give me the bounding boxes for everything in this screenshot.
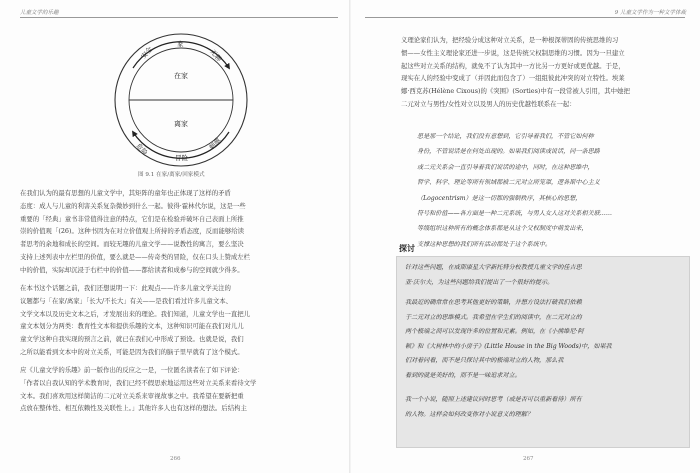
left-running-head: 儿童文学的乐趣 (20, 10, 59, 16)
left-page (0, 0, 349, 473)
diagram-lower-label: 离家 (174, 120, 188, 128)
ring-label-1: 安全 (139, 45, 155, 61)
right-running-head: 9 儿童文学作为一种文学体裁 (614, 10, 686, 16)
right-paragraph-1: 义理论家们认为，把经验分成这种对立关系，是一种根深蒂固的传统思维的习 惯——女性主义理论家还进一步说，这是传统父权制思维的习惯。因为一旦建立 起这些对立关系的结构，就免不了认为其中一方比另一方更好或更优越。于是， 现实在人的经验中变成了（并因此而包含了）一组组彼此冲突的对立特性。埃莱 娜·西克苏(Hélène Cixous)的《突围》(Sorties)中有一段常被人引用，其中她把 二元对立与男性/女性对立以及男人的历史优越性联系在一起： (401, 36, 630, 108)
right-page (351, 0, 700, 473)
discussion-paragraph-1: 针对这些问题，在威斯康星大学新托特分校教授儿童文学的佳吉思 亚·沃尔夫，为这些问题给我们提出了一个很好的提示。 (405, 264, 582, 286)
discussion-paragraph-2: 我最近的确常常在思考其他更好的策略，并想方设法打破我们依赖 于二元对立的思维模式。我希望在学生们的阅读中，在二元对立的 两个极端之间可以发现许多的位置和元素。例如，在《小熊维尼·阿 顿》和《大树林中的小房子》(Little House in the Big Woods)中，如果我 们对着同看，而不是只探讨其中的极端对立的人物，那么我 看到的就是美好的，而不是一味追求对立。 (405, 299, 612, 379)
left-paragraph-1: 在我们认为的最有思想的儿童文学中，其矩阵的童年也正体现了这样的矛盾 态度：成人与儿童的利害关系复杂微妙到什么一起。彼得·霍林代尔说，这是一些 重要的「经典」童书非常值得注意的特点，它们是在检验并破坏自己表面上所推 崇的价值观「(26)。这种书因为在对立价值观上所持的矛盾态度，反而能够给读 者思考的余地和成长的空间。而较无趣的儿童文学——说教性的寓言，要么坚决 支持上述列表中左栏里的价值，要么就是——传奇类的冒险，仅在口头上赞成左栏 中的价值，实际却沉浸于右栏中的价值——都给读者和成参与的空间就少得多。 (20, 189, 251, 274)
home-away-home-diagram (100, 28, 262, 168)
right-header-rule (365, 17, 685, 18)
left-header-rule (20, 17, 338, 18)
left-page-number: 266 (170, 456, 181, 462)
diagram-upper-label: 在家 (174, 72, 188, 80)
discussion-heading: 探讨 (399, 243, 415, 253)
ring-label-2: 家 (177, 40, 184, 48)
ring-label-4: 危险 (134, 141, 150, 157)
ring-label-3: 无聊 (208, 47, 224, 63)
block-quote: 思是那一个结论，我们没有意想到，它引导着我们，不管它如何种 身份，不管说话是在何处出现的。如果我们阅读或说话，同一条思路 或二元关系会一直引导着我们说话的途中，同时，在这种思维中， 哲学、科学、理论等所有领域都被二元对立所笼罩，逻各斯中心主义 （Logocentrism）是这一切都的强制秩序，其核心的思想， 符号和价值——各方面是一种二元系统，与男人女人这对关系相关联…… 等级组织这种所有的概念体系都是从这个父权制度中萌发出来， 支撑这种思想的我们所有活动都处于这个系统中。 (417, 133, 612, 248)
left-paragraph-2: 在本书这个话题之前，我们还想说明一下：此观点——许多儿童文学关注的 议题都与「在家/离家」「长大/不长大」有关——是我们看过许多儿童文本、 文学文本以及历史文本之后，才发展出来的理论。我们知道，儿童文学也一直把儿 童文本划分为两类：教育性文本和提供乐趣的文本，这种知识可能在我们对儿儿 童文学这种自我实现的预言之前，就已在我们心中形成了预设。也就是说，我们 之所以能看到文本中的对立关系，可能是因为我们的脑子里早就有了这个模式。 (20, 284, 251, 356)
discussion-paragraph-3: 我一个小说，随照上述建议同时思考（或是否可以重新看待）所有 的人物。这样会如何改变你对小说意义的理解？ (405, 396, 582, 418)
ring-label-5: 冒险 (175, 154, 188, 162)
figure-caption: 图 9.1 在家/离家/回家模式 (138, 172, 205, 178)
left-paragraph-3: 应《儿童文学的乐趣》前一版作出的反应之一是，一位匿名读者在了如下评论： 「作者以自我认知的学术教育时，我们已经不假思索地运用这些对立关系来看待文学 文本。我们喜欢用这样简洁的二元对立关系来审视故事之中。我希望在要新把重 点放在整体性、相互依赖性及关联性上。」其他许多人也有这样的想法。后结构主 (20, 366, 257, 413)
ring-label-6: 刺激 (207, 136, 223, 152)
right-page-number: 267 (523, 456, 534, 462)
